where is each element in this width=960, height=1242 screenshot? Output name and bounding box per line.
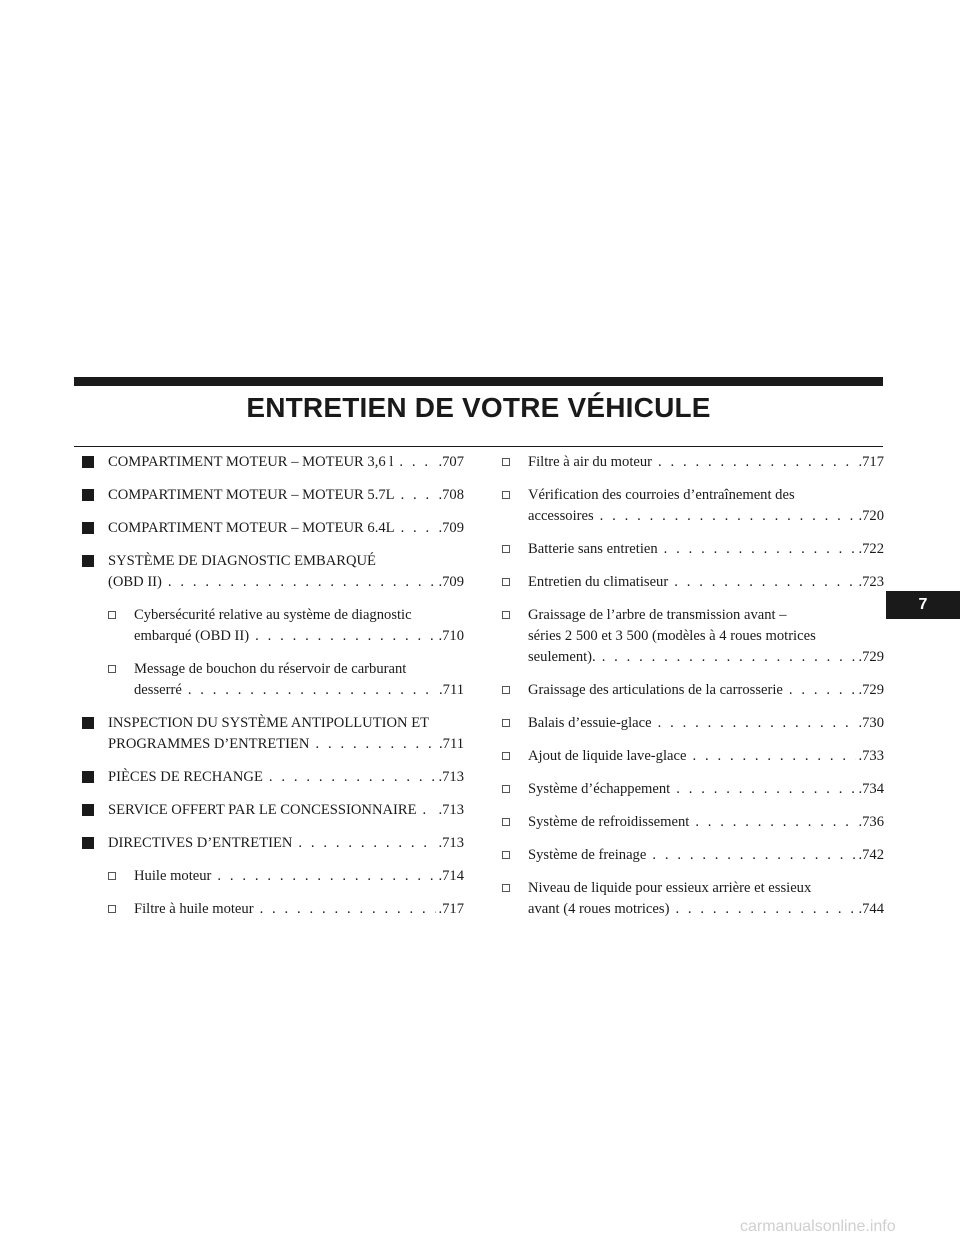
toc-entry-text: COMPARTIMENT MOTEUR – MOTEUR 6.4L <box>108 520 395 536</box>
dot-leader <box>315 734 437 755</box>
dot-leader <box>401 485 437 506</box>
toc-entry[interactable] <box>502 680 884 701</box>
dot-leader <box>652 845 856 866</box>
dot-leader <box>695 812 856 833</box>
dot-leader <box>600 506 857 527</box>
dot-leader <box>789 680 857 701</box>
toc-entry[interactable] <box>82 452 464 473</box>
box-bullet-icon <box>502 785 510 793</box>
dot-leader <box>676 779 856 800</box>
title-rule-bottom <box>74 446 883 447</box>
toc-entry[interactable] <box>82 518 464 539</box>
box-bullet-icon <box>108 611 116 619</box>
toc-page-number: .713 <box>438 835 464 851</box>
dot-leader <box>269 767 437 788</box>
toc-entry-text: PIÈCES DE RECHANGE <box>108 769 263 785</box>
box-bullet-icon <box>502 458 510 466</box>
dot-leader <box>675 899 856 920</box>
toc-entry-last-line <box>528 845 884 866</box>
dot-leader <box>658 713 857 734</box>
toc-entry-text: Système de refroidissement <box>528 814 690 830</box>
dot-leader <box>188 680 437 701</box>
toc-page-number: .734 <box>858 781 884 797</box>
toc-entry[interactable] <box>502 746 884 767</box>
toc-entry-text: desserré <box>134 682 182 698</box>
toc-entry[interactable] <box>108 866 464 887</box>
toc-page-number: .709 <box>438 520 464 536</box>
toc-page-number: .713 <box>438 802 464 818</box>
toc-entry[interactable] <box>82 833 464 854</box>
square-bullet-icon <box>82 771 94 783</box>
toc-entry[interactable] <box>82 713 464 755</box>
toc-column-left <box>82 452 464 920</box>
toc-entry-last-line <box>108 767 464 788</box>
toc-entry-text: Graissage de l’arbre de transmission avant – <box>528 607 787 623</box>
toc-page-number: .711 <box>439 736 464 752</box>
toc-entry-last-line <box>528 713 884 734</box>
square-bullet-icon <box>82 489 94 501</box>
watermark: carmanualsonline.info <box>740 1218 896 1235</box>
toc-entry-last-line <box>108 734 464 755</box>
square-bullet-icon <box>82 804 94 816</box>
toc-page-number: .730 <box>858 715 884 731</box>
toc-entry-text: Graissage des articulations de la carrosserie <box>528 682 783 698</box>
toc-page-number: .714 <box>438 868 464 884</box>
toc-entry[interactable] <box>502 878 884 920</box>
box-bullet-icon <box>502 491 510 499</box>
toc-page-number: .729 <box>858 649 884 665</box>
box-bullet-icon <box>502 719 510 727</box>
dot-leader <box>255 626 436 647</box>
dot-leader <box>674 572 856 593</box>
toc-entry[interactable] <box>108 659 464 701</box>
toc-page-number: .723 <box>858 574 884 590</box>
toc-entry[interactable] <box>502 539 884 560</box>
toc-entry[interactable] <box>502 779 884 800</box>
toc-entry-text: Vérification des courroies d’entraînement des <box>528 487 795 503</box>
toc-entry-last-line <box>528 812 884 833</box>
chapter-title: ENTRETIEN DE VOTRE VÉHICULE <box>246 392 711 423</box>
toc-entry-last-line <box>134 866 464 887</box>
toc-entry[interactable] <box>502 452 884 473</box>
toc-entry[interactable] <box>108 605 464 647</box>
box-bullet-icon <box>108 665 116 673</box>
toc-page-number: .733 <box>858 748 884 764</box>
box-bullet-icon <box>502 686 510 694</box>
dot-leader <box>602 647 857 668</box>
toc-entry-last-line <box>134 626 464 647</box>
toc-page-number: .720 <box>858 508 884 524</box>
toc-entry[interactable] <box>502 812 884 833</box>
toc-entry[interactable] <box>502 713 884 734</box>
box-bullet-icon <box>502 752 510 760</box>
toc-entry-text: PROGRAMMES D’ENTRETIEN <box>108 736 310 752</box>
toc-page-number: .717 <box>438 901 464 917</box>
toc-page-number: .717 <box>858 454 884 470</box>
toc-entry-last-line <box>528 572 884 593</box>
dot-leader <box>658 452 856 473</box>
toc-entry-text: Message de bouchon du réservoir de carburant <box>134 661 407 677</box>
toc-entry-text: séries 2 500 et 3 500 (modèles à 4 roues motrices <box>528 628 816 644</box>
toc-entry-text: DIRECTIVES D’ENTRETIEN <box>108 835 293 851</box>
toc-page-number: .713 <box>438 769 464 785</box>
toc-page-number: .742 <box>858 847 884 863</box>
toc-page-number: .722 <box>858 541 884 557</box>
toc-entry-last-line <box>528 539 884 560</box>
toc-entry-text: Entretien du climatiseur <box>528 574 669 590</box>
toc-page-number: .711 <box>439 682 464 698</box>
toc-entry-text: Huile moteur <box>134 868 212 884</box>
toc-entry[interactable] <box>82 551 464 593</box>
toc-page-number: .709 <box>438 574 464 590</box>
toc-page-number: .710 <box>438 628 464 644</box>
toc-entry[interactable] <box>108 899 464 920</box>
toc-page-number: .729 <box>858 682 884 698</box>
toc-entry-last-line <box>108 518 464 539</box>
dot-leader <box>399 452 436 473</box>
toc-entry-last-line <box>528 680 884 701</box>
dot-leader <box>217 866 436 887</box>
toc-entry-text: SYSTÈME DE DIAGNOSTIC EMBARQUÉ <box>108 553 376 569</box>
toc-entry[interactable] <box>502 572 884 593</box>
toc-entry-text: Ajout de liquide lave-glace <box>528 748 687 764</box>
toc-entry-last-line <box>528 506 884 527</box>
toc-entry-text: INSPECTION DU SYSTÈME ANTIPOLLUTION ET <box>108 715 430 731</box>
toc-entry-last-line <box>108 800 464 821</box>
toc-entry-last-line <box>108 485 464 506</box>
toc-entry[interactable] <box>502 485 884 527</box>
box-bullet-icon <box>502 611 510 619</box>
box-bullet-icon <box>502 545 510 553</box>
toc-entry-text: Système de freinage <box>528 847 647 863</box>
toc-entry-text: COMPARTIMENT MOTEUR – MOTEUR 3,6 l <box>108 454 394 470</box>
square-bullet-icon <box>82 717 94 729</box>
dot-leader <box>298 833 436 854</box>
toc-entry-last-line <box>108 572 464 593</box>
toc-entry-last-line <box>108 452 464 473</box>
toc-entry-text: Batterie sans entretien <box>528 541 658 557</box>
toc-column-right <box>502 452 884 920</box>
dot-leader <box>664 539 857 560</box>
toc-entry-last-line <box>528 899 884 920</box>
square-bullet-icon <box>82 555 94 567</box>
toc-entry-text: embarqué (OBD II) <box>134 628 250 644</box>
toc-entry-text: avant (4 roues motrices) <box>528 901 670 917</box>
dot-leader <box>168 572 437 593</box>
toc-entry[interactable] <box>502 845 884 866</box>
toc-entry[interactable] <box>82 800 464 821</box>
title-rule-top <box>74 377 883 386</box>
toc-entry[interactable] <box>502 605 884 668</box>
toc-page-number: .707 <box>438 454 464 470</box>
toc-entry-text: Filtre à air du moteur <box>528 454 653 470</box>
box-bullet-icon <box>108 872 116 880</box>
toc-entry-text: Filtre à huile moteur <box>134 901 254 917</box>
toc-entry-last-line <box>528 647 884 668</box>
toc-entry[interactable] <box>82 485 464 506</box>
toc-entry-last-line <box>134 680 464 701</box>
box-bullet-icon <box>502 578 510 586</box>
toc-page-number: .744 <box>858 901 884 917</box>
toc-page-number: .736 <box>858 814 884 830</box>
toc-entry[interactable] <box>82 767 464 788</box>
box-bullet-icon <box>108 905 116 913</box>
toc-entry-last-line <box>134 899 464 920</box>
toc-entry-last-line <box>528 452 884 473</box>
toc-entry-text: seulement). <box>528 649 596 665</box>
toc-entry-text: COMPARTIMENT MOTEUR – MOTEUR 5.7L <box>108 487 395 503</box>
box-bullet-icon <box>502 884 510 892</box>
square-bullet-icon <box>82 456 94 468</box>
toc-entry-last-line <box>528 779 884 800</box>
dot-leader <box>260 899 437 920</box>
toc-entry-text: (OBD II) <box>108 574 162 590</box>
chapter-tab[interactable]: 7 <box>886 591 960 619</box>
toc-entry-last-line <box>528 746 884 767</box>
dot-leader <box>692 746 856 767</box>
toc-entry-text: SERVICE OFFERT PAR LE CONCESSIONNAIRE <box>108 802 417 818</box>
toc-entry-text: Niveau de liquide pour essieux arrière et essieux <box>528 880 812 896</box>
square-bullet-icon <box>82 522 94 534</box>
toc-page-number: .708 <box>438 487 464 503</box>
box-bullet-icon <box>502 851 510 859</box>
square-bullet-icon <box>82 837 94 849</box>
toc-entry-text: Balais d’essuie-glace <box>528 715 652 731</box>
dot-leader <box>401 518 437 539</box>
toc-entry-text: Système d’échappement <box>528 781 671 797</box>
box-bullet-icon <box>502 818 510 826</box>
dot-leader <box>423 800 437 821</box>
toc-entry-text: accessoires <box>528 508 594 524</box>
toc-entry-last-line <box>108 833 464 854</box>
toc-entry-text: Cybersécurité relative au système de diagnostic <box>134 607 412 623</box>
